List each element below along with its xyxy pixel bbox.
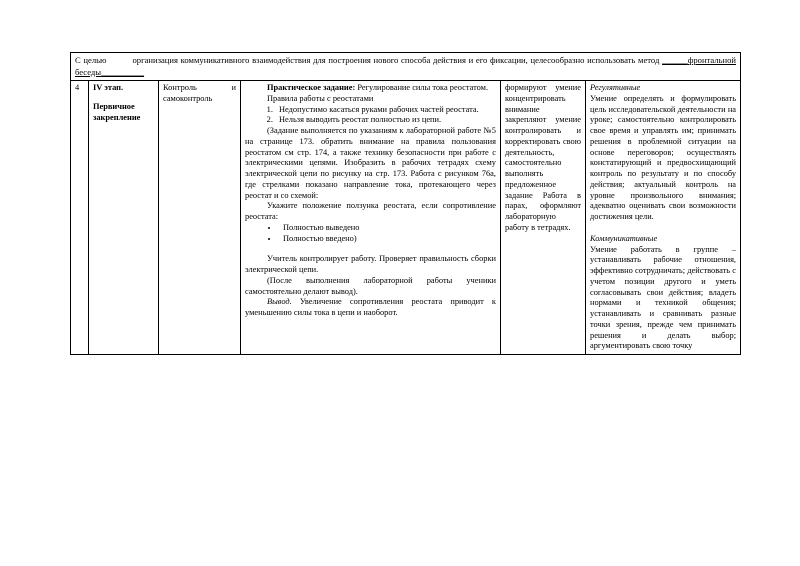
stage-title: IV этап. bbox=[93, 83, 124, 93]
paragraph-spacer bbox=[245, 244, 496, 254]
rules-list bbox=[245, 105, 496, 127]
communicative-heading: Коммуникативные bbox=[590, 233, 658, 243]
intro-blank-before[interactable]: ______ bbox=[662, 55, 688, 65]
conclusion-text: Увеличение сопротивления реостата приводит к уменьшению силы тока в цепи и наоборот. bbox=[245, 297, 496, 318]
uud-cell bbox=[586, 81, 741, 355]
answer-bullet-list bbox=[245, 223, 496, 245]
question-paragraph: Укажите положение ползунка реостата, если сопротивление реостата: bbox=[245, 201, 496, 222]
method-cell: Контроль и самоконтроль bbox=[159, 81, 241, 355]
list-item: • Полностью выведено bbox=[279, 223, 496, 234]
instruction-paragraph: (Задание выполняется по указаниям к лабораторной работе №5 на странице 173. обратить внимание на правила пользования реостатом см стр. 174, а также технику безопасности при работе с электрическими цепями. Изобразить в рабочих тетрадях схему электрической цепи по рисунку на стр. 173. Работа с рисунком 76а, где стрелками показано направление тока, протекающего через реостат и со схемой: bbox=[245, 126, 496, 200]
intro-paragraph bbox=[75, 55, 736, 78]
after-lab-paragraph: (После выполнения лабораторной работы ученики самостоятельно делают вывод). bbox=[245, 275, 496, 296]
intro-row bbox=[71, 53, 741, 81]
stage-subtitle: Первичное закрепление bbox=[93, 101, 141, 122]
row-number: 4 bbox=[71, 81, 89, 355]
main-content-cell bbox=[241, 81, 501, 355]
teacher-paragraph: Учитель контролирует работу. Проверяет правильность сборки электрической цепи. bbox=[245, 254, 496, 275]
stage-cell bbox=[89, 81, 159, 355]
uud-spacer bbox=[590, 223, 736, 234]
task-paragraph bbox=[245, 83, 496, 94]
communicative-text: Умение работать в группе – устанавливать рабочие отношения, эффективно сотрудничать; действовать с учетом позиции другого и уметь согласовывать свои действия; владеть нормами и техникой общения; устанавливать и сравнивать разные точки зрения, прежде чем принимать решения и делать выбор; аргументировать свою точку bbox=[590, 244, 737, 351]
regulative-heading: Регулятивные bbox=[590, 83, 641, 93]
intro-cell bbox=[71, 53, 741, 81]
regulative-text: Умение определять и формулировать цель исследовательской деятельности на уроке; самостоятельно контролировать свое время и управлять им; принимать решения в проблемной ситуации на основе переговоров; осуществлять констатирующий и предвосхищающий контроль по результату и по способу действия; актуальный контроль на уровне произвольного внимания; адекватно оценивать свои возможности достижения цели. bbox=[590, 93, 737, 222]
intro-prefix: С целью bbox=[75, 55, 107, 65]
table-row bbox=[71, 81, 741, 355]
intro-blank-after[interactable]: __________ bbox=[101, 66, 145, 77]
lesson-plan-table bbox=[70, 52, 741, 355]
forming-activities-cell bbox=[501, 81, 586, 355]
list-item: 1. Недопустимо касаться руками рабочих частей реостата. bbox=[275, 105, 496, 116]
forming-text: формируют умение концентрировать внимание закрепляют умение контролировать и корректировать свою деятельность, самостоятельно выполнять предложенное задание Работа в парах, оформляют лабораторную работу в тетрадях. bbox=[505, 83, 581, 232]
rules-title: Правила работы с реостатами bbox=[267, 93, 374, 103]
conclusion-label: Вывод. bbox=[267, 297, 292, 307]
task-text: Регулирование силы тока реостатом. bbox=[355, 83, 489, 93]
task-label: Практическое задание: bbox=[267, 83, 356, 93]
intro-answer[interactable]: фронтальной беседы bbox=[75, 55, 737, 77]
conclusion-paragraph bbox=[245, 297, 496, 319]
intro-main-text: организация коммуникативного взаимодействия для построения нового способа действия и его фиксации, целесообразно использовать метод bbox=[132, 55, 660, 65]
list-item: 2. Нельзя выводить реостат полностью из цепи. bbox=[275, 115, 496, 126]
stage-gap bbox=[93, 94, 154, 102]
list-item: • Полностью введено) bbox=[279, 234, 496, 245]
